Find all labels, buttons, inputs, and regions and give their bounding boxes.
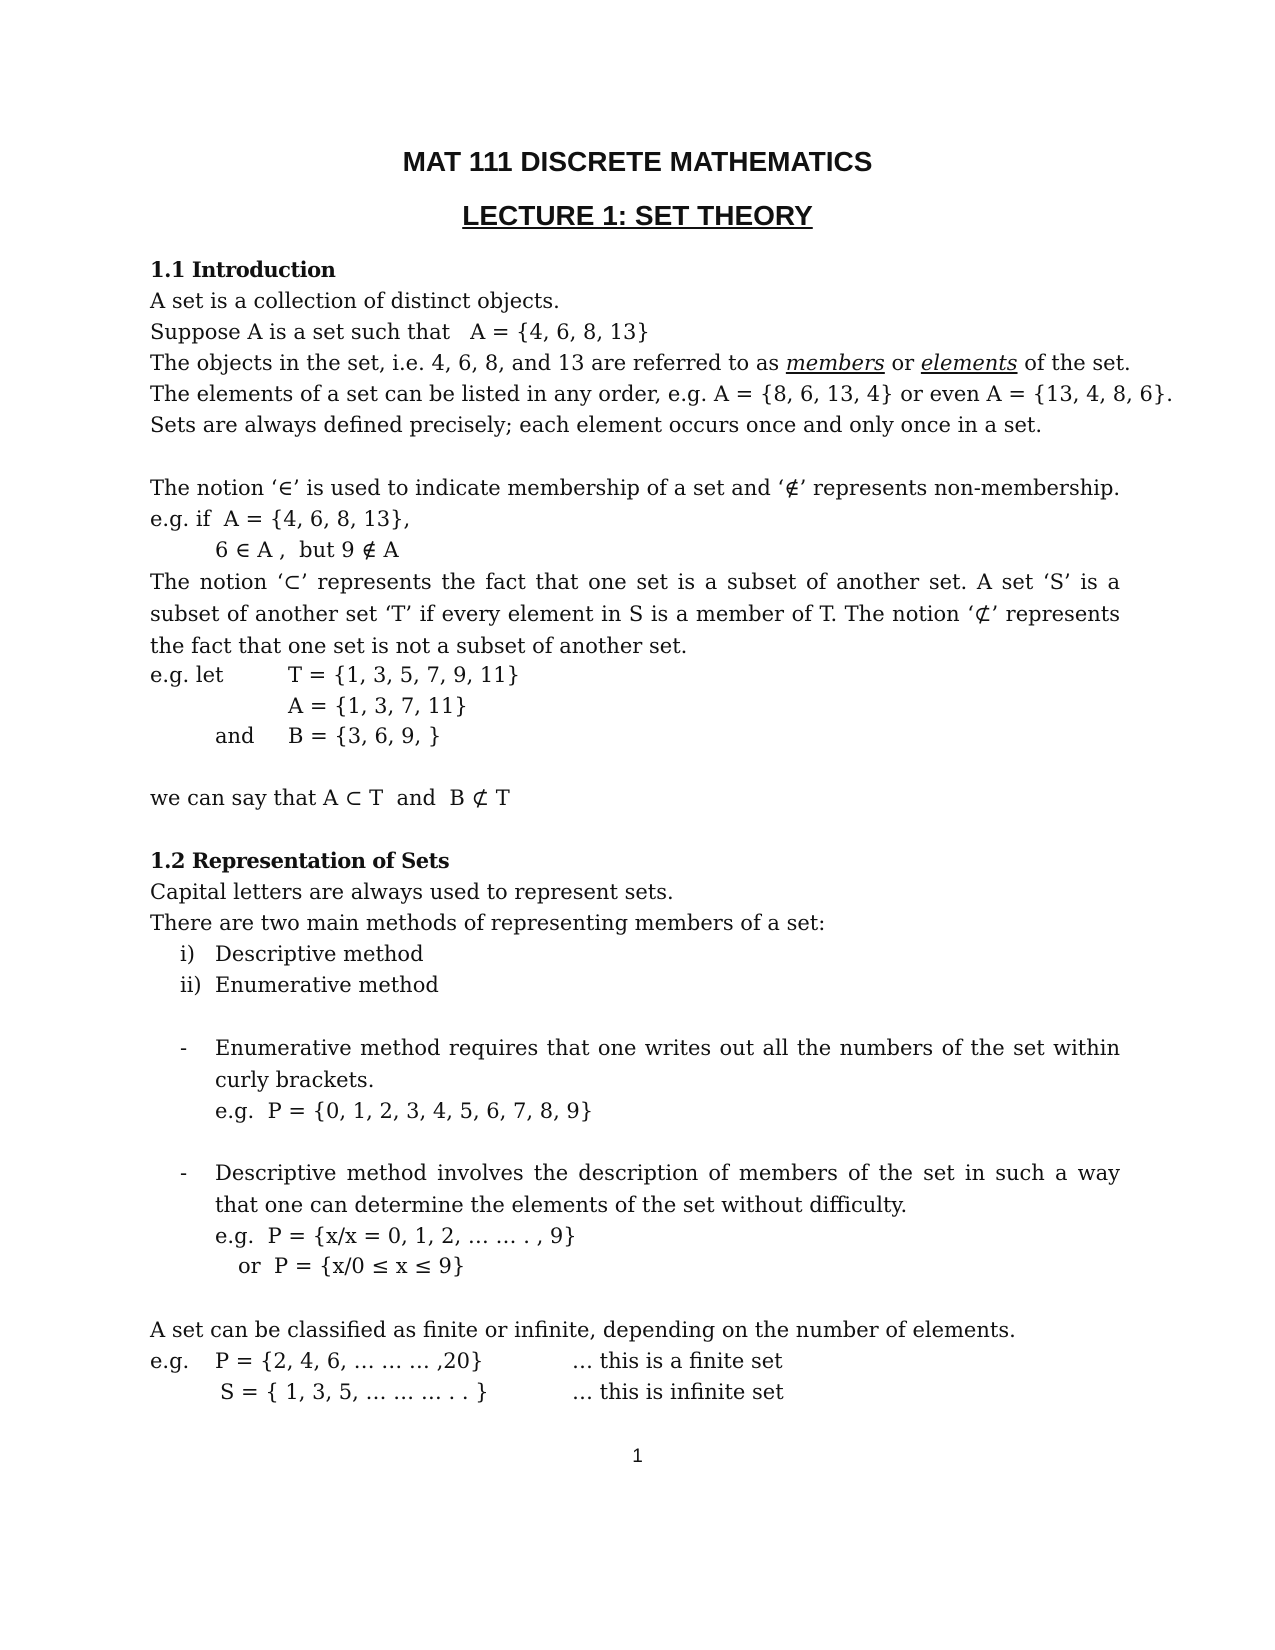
text-run: e.g.: [215, 1224, 255, 1248]
emphasis-members: members: [785, 351, 885, 375]
list-number: i): [180, 942, 195, 966]
text-run: and: [396, 786, 436, 810]
text-run: but: [299, 538, 335, 562]
section-heading-introduction: 1.1 Introduction: [150, 257, 336, 282]
paragraph-line: [238, 1252, 465, 1280]
paragraph-line: A set is a collection of distinct objects.: [150, 289, 560, 313]
example-and: and: [215, 724, 255, 748]
text-run: Suppose A is a set such that: [150, 320, 451, 344]
enumerative-paragraph: Enumerative method requires that one writes out all the numbers of the set within curly brackets.: [215, 1036, 1120, 1092]
paragraph-line: [215, 1222, 577, 1250]
paragraph-line: [215, 1097, 593, 1125]
paragraph-line: [150, 784, 510, 812]
text-run: we can say that: [150, 786, 317, 810]
paragraph-line: [150, 349, 1131, 377]
bullet-dash: -: [180, 1161, 188, 1185]
math-set-b: B = {3, 6, 9, }: [288, 724, 442, 748]
math-expression: A = {8, 6, 13, 4}: [713, 382, 894, 406]
list-item: Descriptive method: [215, 942, 424, 966]
math-expression: P = {x/0 ≤ x ≤ 9}: [274, 1254, 466, 1278]
text-run: The elements of a set can be listed in any order, e.g.: [150, 382, 708, 406]
paragraph-line: [150, 505, 410, 533]
example-label: e.g.: [150, 1349, 190, 1373]
math-expression: P = {x/x = 0, 1, 2, … … . , 9}: [267, 1224, 577, 1248]
paragraph-line: A set can be classified as finite or infinite, depending on the number of elements.: [150, 1318, 1016, 1342]
paragraph-line: Sets are always defined precisely; each element occurs once and only once in a set.: [150, 413, 1043, 437]
paragraph-line: There are two main methods of representing members of a set:: [150, 911, 826, 935]
paragraph-line: Capital letters are always used to represent sets.: [150, 880, 674, 904]
descriptive-paragraph: Descriptive method involves the description of members of the set in such a way that one can determine the elements of the set without difficulty.: [215, 1161, 1120, 1217]
text-run: or: [238, 1254, 261, 1278]
math-infinite-set: S = { 1, 3, 5, … … … . . }: [220, 1380, 489, 1404]
page-number: 1: [632, 1446, 643, 1467]
math-expression: 6 ∈ A ,: [215, 538, 286, 562]
math-expression: P = {0, 1, 2, 3, 4, 5, 6, 7, 8, 9}: [267, 1099, 594, 1123]
comment-finite: … this is a finite set: [572, 1349, 783, 1373]
math-expression: A ⊂ T: [323, 786, 384, 810]
math-expression: B ⊄ T: [449, 786, 510, 810]
text-run: or even: [900, 382, 980, 406]
math-set-a: A = {1, 3, 7, 11}: [288, 694, 468, 718]
paragraph-line: [215, 536, 399, 564]
math-set-t: T = {1, 3, 5, 7, 9, 11}: [288, 663, 520, 687]
math-expression: A = {4, 6, 8, 13},: [223, 507, 411, 531]
example-label: e.g. let: [150, 663, 224, 687]
paragraph-line: The notion ‘∈’ is used to indicate membership of a set and ‘∉’ represents non-membership.: [150, 476, 1121, 500]
text-run: of the set.: [1024, 351, 1131, 375]
comment-infinite: … this is infinite set: [572, 1380, 784, 1404]
emphasis-elements: elements: [920, 351, 1018, 375]
bullet-dash: -: [180, 1036, 188, 1060]
subset-paragraph: The notion ‘⊂’ represents the fact that one set is a subset of another set. A set ‘S’ is a subset of another set ‘T’ if every element in S is a member of T. The notion ‘⊄’ represents the fact that one set is not a subset of another set.: [150, 570, 1120, 658]
text-run: e.g. if: [150, 507, 211, 531]
list-number: ii): [180, 973, 202, 997]
math-expression: 9 ∉ A: [341, 538, 399, 562]
paragraph-line: [150, 380, 1173, 408]
paragraph-line: [150, 318, 650, 346]
text-run: The objects in the set, i.e. 4, 6, 8, and 13 are referred to as: [150, 351, 780, 375]
lecture-subtitle: LECTURE 1: SET THEORY: [462, 200, 813, 231]
text-run: e.g.: [215, 1099, 255, 1123]
list-item: Enumerative method: [215, 973, 439, 997]
math-expression: A = {13, 4, 8, 6}.: [986, 382, 1173, 406]
text-run: or: [891, 351, 915, 375]
section-heading-representation: 1.2 Representation of Sets: [150, 848, 450, 873]
math-finite-set: P = {2, 4, 6, … … … ,20}: [215, 1349, 484, 1373]
document-title: MAT 111 DISCRETE MATHEMATICS: [402, 146, 873, 177]
math-expression: A = {4, 6, 8, 13}: [470, 320, 650, 344]
